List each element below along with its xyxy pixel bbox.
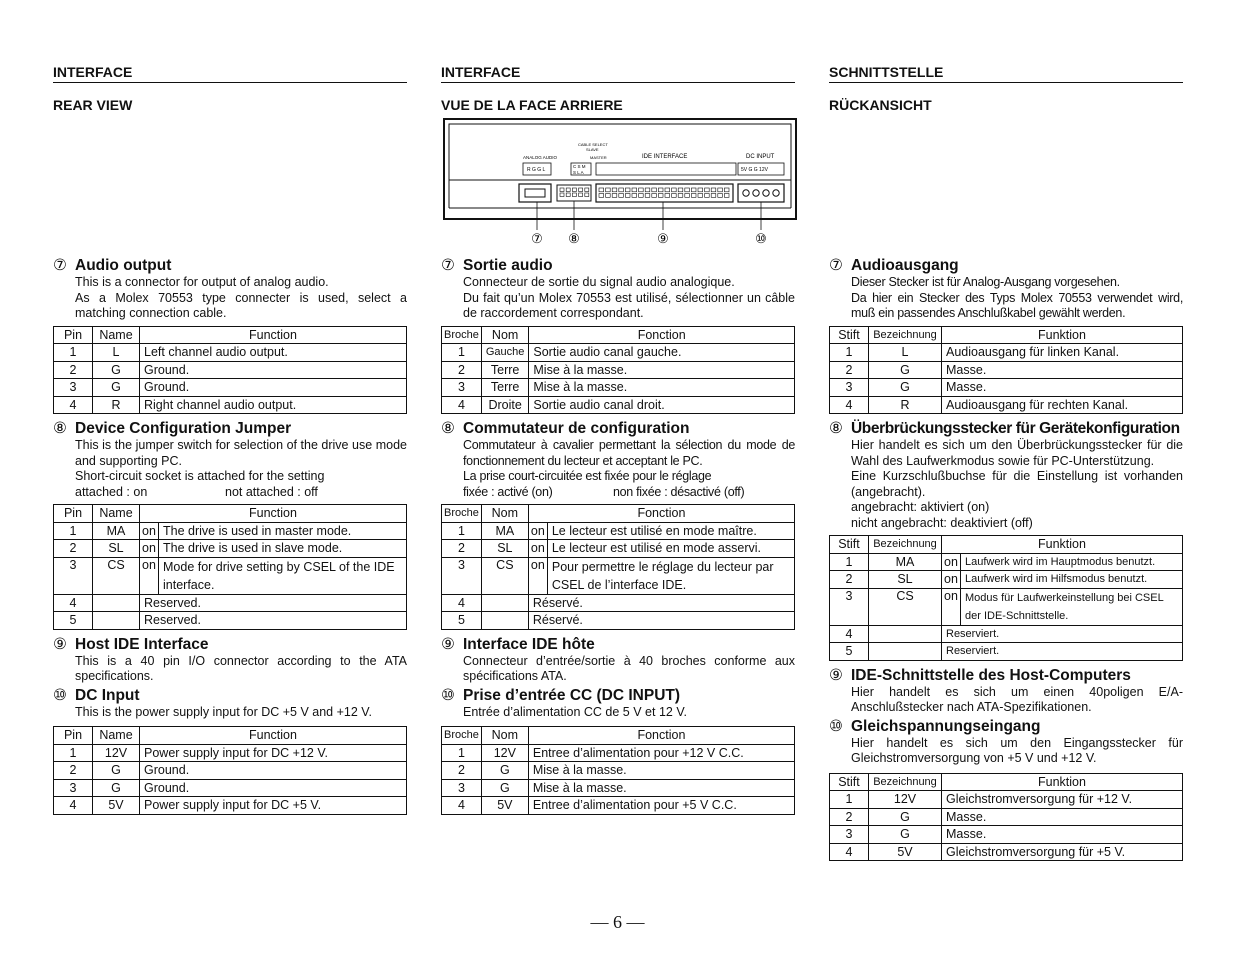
col-header: Name bbox=[93, 505, 140, 523]
col-header: Pin bbox=[54, 326, 93, 344]
connector-pin bbox=[625, 194, 630, 198]
drive-panel-upper bbox=[449, 124, 791, 180]
table-row: 2 SL on Le lecteur est utilisé en mode asservi. bbox=[442, 540, 795, 558]
connector-pin bbox=[612, 194, 617, 198]
config-jumper-section bbox=[829, 420, 1183, 661]
text-line: This is the jumper switch for selection of the drive use mode and supporting PC. bbox=[75, 438, 407, 468]
section-title: Sortie audio bbox=[463, 257, 553, 274]
audio-pin-table bbox=[53, 326, 407, 415]
connector-pin bbox=[665, 188, 670, 192]
col-header: Name bbox=[93, 727, 140, 745]
table-row: 1 Gauche Sortie audio canal gauche. bbox=[442, 344, 795, 362]
connector-pin bbox=[685, 194, 690, 198]
config-jumper-section bbox=[53, 420, 407, 630]
connector-pin bbox=[566, 193, 570, 197]
section-header: SCHNITTSTELLE bbox=[829, 64, 1183, 83]
col-header: Pin bbox=[54, 505, 93, 523]
rear-view-heading: REAR VIEW bbox=[53, 97, 133, 113]
table-row: 2 SL on Laufwerk wird im Hilfsmodus benutzt. bbox=[830, 571, 1183, 589]
section-title: Device Configuration Jumper bbox=[75, 420, 292, 437]
connector-pin bbox=[639, 194, 644, 198]
table-row: 5 Reserviert. bbox=[830, 643, 1183, 661]
callout-7: ⑦ bbox=[53, 257, 67, 274]
connector-pin bbox=[560, 188, 564, 192]
col-header: Bezeichnung bbox=[869, 773, 942, 791]
connector-pin bbox=[619, 188, 624, 192]
attached-note: fixée : activé (on) bbox=[463, 484, 553, 499]
rear-view-heading: VUE DE LA FACE ARRIERE bbox=[441, 97, 623, 113]
callout-8: ⑧ bbox=[829, 420, 843, 437]
rear-view-diagram bbox=[441, 118, 799, 250]
table-row: 4 Droite Sortie audio canal droit. bbox=[442, 396, 795, 414]
description bbox=[53, 275, 407, 322]
not-attached-note: not attached : off bbox=[225, 484, 318, 499]
attached-note: attached : on bbox=[75, 484, 148, 499]
col-header: Broche bbox=[442, 727, 482, 745]
connector-pin bbox=[691, 194, 696, 198]
diagram-spacer bbox=[53, 113, 407, 251]
table-row: 4 5V Entree d’alimentation pour +5 V C.C. bbox=[442, 797, 795, 815]
table-row: 5 Réservé. bbox=[442, 612, 795, 630]
description bbox=[441, 275, 795, 322]
connector-pin bbox=[560, 193, 564, 197]
table-row: 1 L Left channel audio output. bbox=[54, 344, 407, 362]
col-header: Broche bbox=[442, 505, 482, 523]
section-title: Audio output bbox=[75, 257, 172, 274]
config-jumper-section bbox=[441, 420, 795, 630]
analog-audio-label: ANALOG AUDIO bbox=[523, 155, 558, 160]
connector-pin bbox=[645, 188, 650, 192]
callout-8-label: ⑧ bbox=[568, 231, 580, 246]
host-ide-section bbox=[829, 667, 1183, 716]
audio-pin-table bbox=[829, 326, 1183, 415]
german-column bbox=[829, 64, 1183, 861]
connector-pin bbox=[639, 188, 644, 192]
table-row: 3 CS on Modus für Laufwerkeinstellung bei CSEL der IDE-Schnittstelle. bbox=[830, 588, 1183, 625]
connector-pin bbox=[606, 194, 611, 198]
cable-select-label: CABLE SELECT bbox=[578, 142, 608, 147]
dc-pin bbox=[773, 190, 779, 196]
section-title: Interface IDE hôte bbox=[463, 635, 595, 653]
connector-pin bbox=[724, 194, 729, 198]
audio-output-section bbox=[53, 257, 407, 414]
connector-pin bbox=[566, 188, 570, 192]
dc-input-section bbox=[829, 718, 1183, 862]
jumper-letters-top: C S M bbox=[573, 164, 586, 169]
connector-pin bbox=[672, 194, 677, 198]
table-row: 2 G Ground. bbox=[54, 762, 407, 780]
col-header: Stift bbox=[830, 773, 869, 791]
callout-9: ⑨ bbox=[53, 635, 67, 653]
callout-10: ⑩ bbox=[53, 686, 67, 704]
connector-pin bbox=[718, 194, 723, 198]
connector-pin bbox=[572, 193, 576, 197]
section-header: INTERFACE bbox=[53, 64, 407, 83]
table-row: 1 MA on Le lecteur est utilisé en mode maître. bbox=[442, 522, 795, 540]
table-row: 1 L Audioausgang für linken Kanal. bbox=[830, 344, 1183, 362]
section-title: Überbrückungsstecker für Gerätekonfiguration bbox=[851, 420, 1180, 437]
table-row: 2 Terre Mise à la masse. bbox=[442, 361, 795, 379]
table-row: 4 Reserved. bbox=[54, 594, 407, 612]
callout-10: ⑩ bbox=[441, 686, 455, 704]
section-title: IDE-Schnittstelle des Host-Computers bbox=[851, 666, 1131, 684]
callout-10-label: ⑩ bbox=[755, 231, 767, 246]
host-ide-section bbox=[441, 636, 795, 685]
connector-pin bbox=[711, 194, 716, 198]
callout-8: ⑧ bbox=[53, 420, 67, 437]
col-header: Stift bbox=[830, 326, 869, 344]
text-line: Eine Kurzschlußbuchse für die Einstellung ist vorhanden (angebracht). bbox=[851, 469, 1183, 499]
connector-pin bbox=[698, 188, 703, 192]
description bbox=[829, 275, 1183, 322]
col-header: Bezeichnung bbox=[869, 326, 942, 344]
jumper-table bbox=[53, 504, 407, 630]
connector-pin bbox=[658, 188, 663, 192]
connector-pin bbox=[585, 193, 589, 197]
table-row: 3 Terre Mise à la masse. bbox=[442, 379, 795, 397]
table-row: 2 G Masse. bbox=[830, 808, 1183, 826]
section-title: Host IDE Interface bbox=[75, 635, 209, 653]
table-row: 5 Reserved. bbox=[54, 612, 407, 630]
jumper-pins bbox=[560, 188, 589, 197]
connector-pin bbox=[672, 188, 677, 192]
table-row: 2 SL on The drive is used in slave mode. bbox=[54, 540, 407, 558]
jumper-table bbox=[441, 504, 795, 630]
text-line: La prise court-circuitée est fixée pour le réglage bbox=[463, 469, 712, 483]
host-ide-section bbox=[53, 636, 407, 685]
text-line: Connecteur de sortie du signal audio analogique. bbox=[463, 275, 735, 289]
text-line: angebracht: aktiviert (on) bbox=[851, 500, 990, 514]
table-row: 1 MA on Laufwerk wird im Hauptmodus benutzt. bbox=[830, 553, 1183, 571]
table-row: 1 MA on The drive is used in master mode. bbox=[54, 522, 407, 540]
master-label: MASTER bbox=[590, 155, 607, 160]
description bbox=[441, 438, 795, 500]
description: This is the power supply input for DC +5 V and +12 V. bbox=[75, 704, 372, 719]
connector-pin bbox=[625, 188, 630, 192]
connector-pin bbox=[606, 188, 611, 192]
callout-9: ⑨ bbox=[441, 635, 455, 653]
dc-pin bbox=[753, 190, 759, 196]
connector-pin bbox=[645, 194, 650, 198]
callout-9-label: ⑨ bbox=[657, 231, 669, 246]
col-header: Name bbox=[93, 326, 140, 344]
callout-7-label: ⑦ bbox=[531, 231, 543, 246]
connector-pin bbox=[665, 194, 670, 198]
connector-pin bbox=[599, 188, 604, 192]
section-title: Commutateur de configuration bbox=[463, 420, 690, 437]
text-line: This is a connector for output of analog audio. bbox=[75, 275, 329, 289]
col-header: Stift bbox=[830, 536, 869, 554]
audio-connector bbox=[519, 184, 551, 202]
col-header: Bezeichnung bbox=[869, 536, 942, 554]
connector-pin bbox=[585, 188, 589, 192]
table-row: 3 G Mise à la masse. bbox=[442, 779, 795, 797]
connector-pin bbox=[698, 194, 703, 198]
col-header: Pin bbox=[54, 727, 93, 745]
connector-pin bbox=[612, 188, 617, 192]
connector-pin bbox=[632, 194, 637, 198]
dc-connector bbox=[738, 184, 784, 202]
col-header: Funktion bbox=[942, 326, 1183, 344]
text-line: As a Molex 70553 type connecter is used, select a matching connection cable. bbox=[75, 290, 407, 320]
text-line: Da hier ein Stecker des Typs Molex 70553 verwendet wird, muß ein passendes Anschlußkabel gewählt werden. bbox=[851, 290, 1183, 320]
col-header: Nom bbox=[481, 326, 529, 344]
table-row: 3 CS on Pour permettre le réglage du lecteur par CSEL de l’interface IDE. bbox=[442, 557, 795, 594]
page-number: — 6 — bbox=[590, 912, 645, 932]
table-row: 3 G Ground. bbox=[54, 379, 407, 397]
col-header: Nom bbox=[481, 727, 528, 745]
table-row: 2 G Masse. bbox=[830, 361, 1183, 379]
table-row: 1 12V Gleichstromversorgung für +12 V. bbox=[830, 791, 1183, 809]
connector-pin bbox=[718, 188, 723, 192]
connector-pin bbox=[724, 188, 729, 192]
dc-input-section bbox=[441, 687, 795, 815]
callout-7: ⑦ bbox=[441, 257, 455, 274]
table-row: 3 CS on Mode for drive setting by CSEL of the IDE interface. bbox=[54, 557, 407, 594]
text-line: Dieser Stecker ist für Analog-Ausgang vorgesehen. bbox=[851, 275, 1120, 289]
col-header: Function bbox=[140, 727, 407, 745]
description bbox=[53, 438, 407, 500]
connector-pin bbox=[691, 188, 696, 192]
table-row: 2 G Ground. bbox=[54, 361, 407, 379]
rear-view-heading: RÜCKANSICHT bbox=[829, 97, 932, 113]
callout-10: ⑩ bbox=[829, 717, 843, 735]
connector-pin bbox=[711, 188, 716, 192]
audio-pin-table bbox=[441, 326, 795, 415]
dc-input-label: DC INPUT bbox=[746, 154, 775, 160]
col-header: Broche bbox=[442, 326, 482, 344]
dc-pin-table bbox=[53, 726, 407, 815]
col-header: Funktion bbox=[942, 536, 1183, 554]
dc-pin bbox=[743, 190, 749, 196]
connector-pin bbox=[619, 194, 624, 198]
col-header: Fonction bbox=[528, 727, 794, 745]
col-header: Fonction bbox=[528, 505, 794, 523]
jumper-table bbox=[829, 535, 1183, 661]
connector-pin bbox=[705, 194, 710, 198]
connector-pin bbox=[652, 194, 657, 198]
description: This is a 40 pin I/O connector according to the ATA specifications. bbox=[75, 653, 407, 683]
dc-input-section bbox=[53, 687, 407, 815]
connector-pin bbox=[652, 188, 657, 192]
description: Hier handelt es sich um einen 40poligen E/A-Anschlußstecker nach ATA-Spezifikationen. bbox=[851, 684, 1183, 714]
table-row: 4 5V Gleichstromversorgung für +5 V. bbox=[830, 843, 1183, 861]
description: Hier handelt es sich um den Eingangsstecker für Gleichstromversorgung von +5 V und +12 V. bbox=[851, 735, 1183, 765]
dc-pin bbox=[763, 190, 769, 196]
connector-pin bbox=[572, 188, 576, 192]
audio-output-section bbox=[829, 257, 1183, 414]
dc-pin-letters: 5V G G 12V bbox=[741, 167, 768, 173]
table-row: 4 5V Power supply input for DC +5 V. bbox=[54, 797, 407, 815]
audio-output-section bbox=[441, 257, 795, 414]
table-row: 3 G Masse. bbox=[830, 826, 1183, 844]
section-header: INTERFACE bbox=[441, 64, 795, 83]
table-row: 3 G Masse. bbox=[830, 379, 1183, 397]
table-row: 2 G Mise à la masse. bbox=[442, 762, 795, 780]
ide-interface-label: IDE INTERFACE bbox=[642, 154, 688, 160]
table-row: 4 R Right channel audio output. bbox=[54, 396, 407, 414]
text-line: Commutateur à cavalier permettant la sélection du mode de fonctionnement du lecteur et acceptant le PC. bbox=[463, 438, 795, 468]
callout-7: ⑦ bbox=[829, 257, 843, 274]
text-line: Hier handelt es sich um den Überbrückungsstecker für die Wahl des Laufwerkmodus sowie für PC-Unterstützung. bbox=[851, 438, 1183, 468]
description: Entrée d’alimentation CC de 5 V et 12 V. bbox=[463, 704, 687, 719]
description bbox=[829, 438, 1183, 531]
ide-label-box bbox=[596, 163, 736, 175]
connector-pin bbox=[599, 194, 604, 198]
connector-pin bbox=[632, 188, 637, 192]
table-row: 4 Réservé. bbox=[442, 594, 795, 612]
connector-pin bbox=[579, 188, 583, 192]
section-title: Audioausgang bbox=[851, 257, 959, 274]
col-header: Function bbox=[140, 505, 407, 523]
table-row: 1 12V Power supply input for DC +12 V. bbox=[54, 744, 407, 762]
table-row: 4 Reserviert. bbox=[830, 625, 1183, 643]
col-header: Nom bbox=[481, 505, 528, 523]
diagram-spacer bbox=[829, 113, 1183, 251]
section-title: Gleichspannungseingang bbox=[851, 717, 1041, 735]
text-line: Short-circuit socket is attached for the setting bbox=[75, 469, 325, 483]
callout-8: ⑧ bbox=[441, 420, 455, 437]
slave-label: SLAVE bbox=[586, 147, 599, 152]
jumper-letters-bottom: S L A bbox=[573, 170, 584, 175]
connector-pin bbox=[685, 188, 690, 192]
connector-pin bbox=[579, 193, 583, 197]
callout-9: ⑨ bbox=[829, 666, 843, 684]
col-header: Function bbox=[140, 326, 407, 344]
ide-pins bbox=[599, 188, 729, 197]
connector-pin bbox=[678, 188, 683, 192]
english-column bbox=[53, 64, 407, 815]
audio-pin-letters: R G G L bbox=[527, 167, 546, 173]
connector-pin bbox=[658, 194, 663, 198]
table-row: 3 G Ground. bbox=[54, 779, 407, 797]
table-row: 4 R Audioausgang für rechten Kanal. bbox=[830, 396, 1183, 414]
col-header: Fonction bbox=[529, 326, 795, 344]
connector-pin bbox=[705, 188, 710, 192]
col-header: Funktion bbox=[942, 773, 1183, 791]
dc-pin-table bbox=[829, 773, 1183, 862]
text-line: Du fait qu’un Molex 70553 est utilisé, sélectionner un câble de raccordement correspondant. bbox=[463, 290, 795, 320]
table-row: 1 12V Entree d’alimentation pour +12 V C.C. bbox=[442, 744, 795, 762]
section-title: DC Input bbox=[75, 686, 140, 704]
description: Connecteur d’entrée/sortie à 40 broches conforme aux spécifications ATA. bbox=[463, 653, 795, 683]
dc-pin-table bbox=[441, 726, 795, 815]
connector-pin bbox=[678, 194, 683, 198]
ide-connector bbox=[596, 184, 733, 202]
text-line: nicht angebracht: deaktiviert (off) bbox=[851, 515, 1033, 530]
not-attached-note: non fixée : désactivé (off) bbox=[613, 484, 745, 499]
section-title: Prise d’entrée CC (DC INPUT) bbox=[463, 686, 681, 704]
